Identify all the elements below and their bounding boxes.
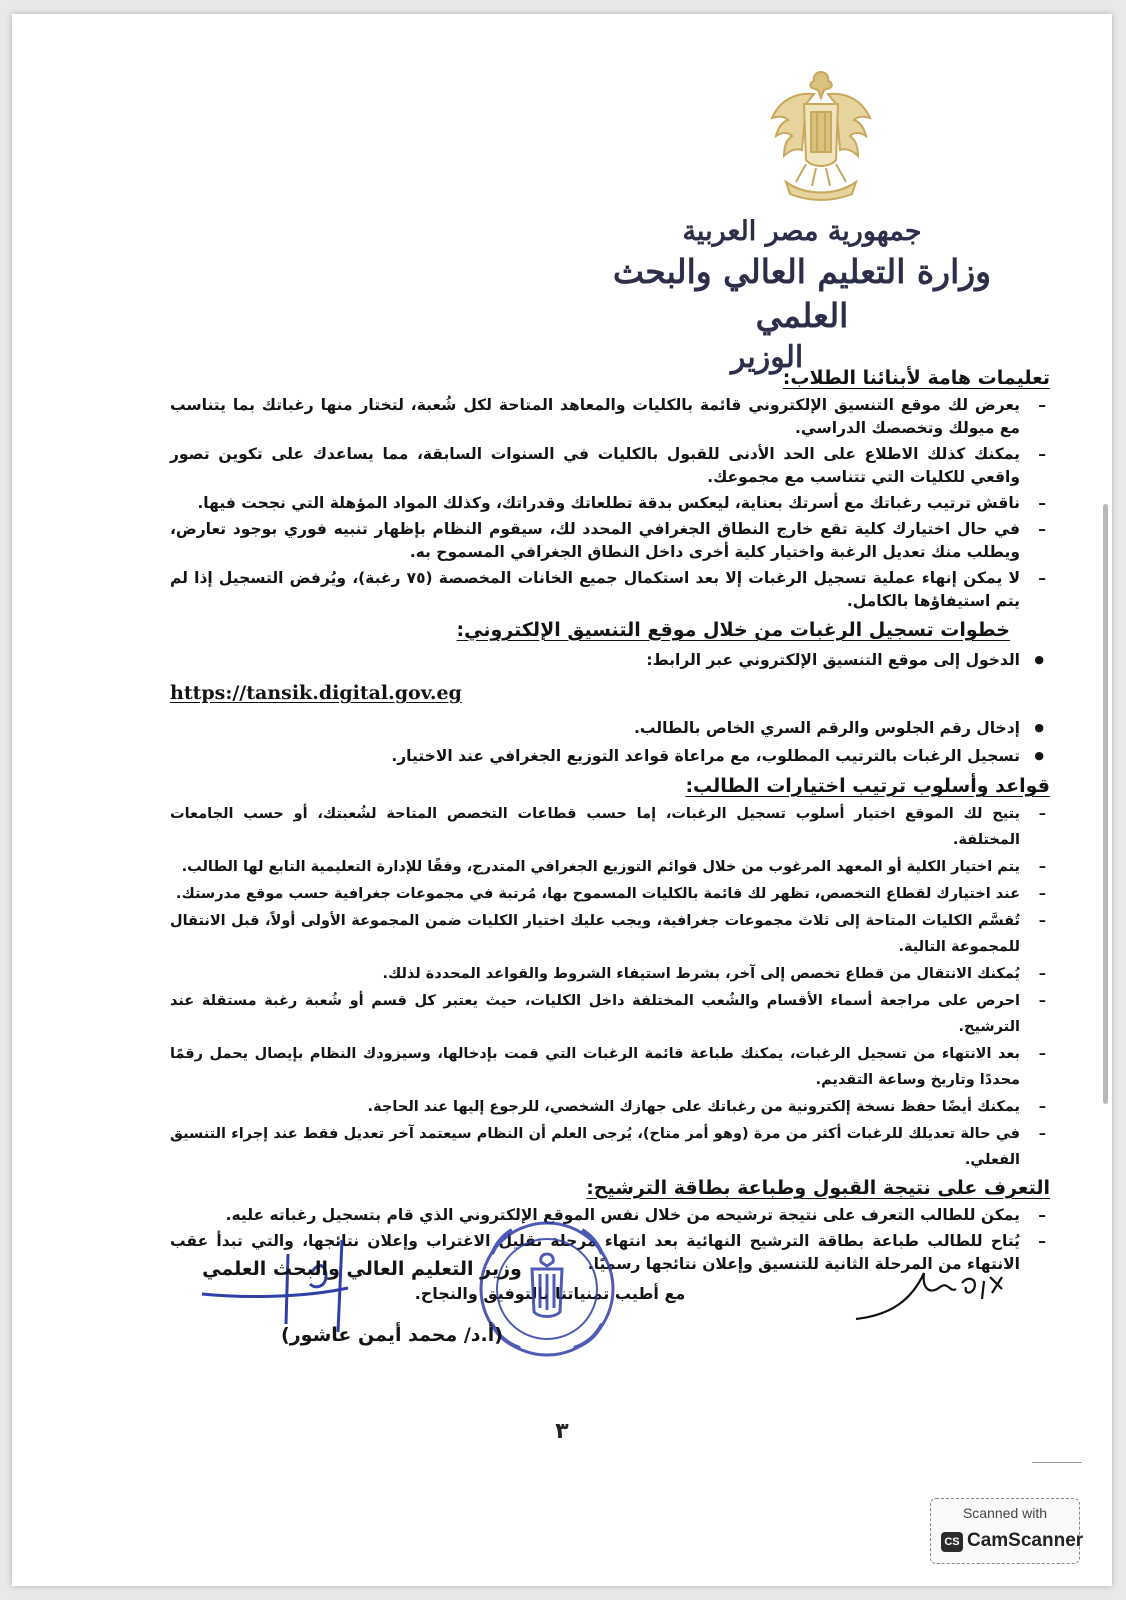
list-item: ● تسجيل الرغبات بالترتيب المطلوب، مع مراعاة قواعد التوزيع الجغرافي عند الاختيار. <box>170 744 1050 768</box>
section-heading-registration-steps: خطوات تسجيل الرغبات من خلال موقع التنسيق الإلكتروني: <box>456 619 1010 641</box>
list-item: – يُمكنك الانتقال من قطاع تخصص إلى آخر، بشرط استيفاء الشروط والقواعد المحددة لذلك. <box>170 961 1050 987</box>
scrollbar[interactable] <box>1103 504 1108 1104</box>
page-number: ٣ <box>555 1419 569 1444</box>
steps-list-continued <box>170 716 1050 768</box>
letterhead <box>612 214 992 378</box>
section-heading-instructions: تعليمات هامة لأبنائنا الطلاب: <box>782 367 1050 389</box>
letterhead-ministry: وزارة التعليم العالي والبحث العلمي <box>612 252 992 335</box>
eagle-emblem-icon <box>766 64 876 204</box>
list-item: – يتم اختيار الكلية أو المعهد المرغوب من خلال قوائم التوزيع الجغرافي المتدرج، وفقًا للإدارة التعليمية التابع لها الطالب. <box>170 854 1050 880</box>
list-item: – يتيح لك الموقع اختيار أسلوب تسجيل الرغبات، إما حسب قطاعات التخصص المتاحة لشُعبتك، أو حسب الجامعات المختلفة. <box>170 801 1050 853</box>
list-item: ● إدخال رقم الجلوس والرقم السري الخاص بالطالب. <box>170 716 1050 740</box>
camscanner-caption: Scanned with <box>962 1505 1048 1521</box>
list-item: – لا يمكن إنهاء عملية تسجيل الرغبات إلا بعد استكمال جميع الخانات المخصصة (٧٥ رغبة)، ويُرفض التسجيل إذا لم يتم استيفاؤها بالكامل. <box>170 567 1050 613</box>
list-item: – يمكن للطالب التعرف على نتيجة ترشيحه من خلال نفس الموقع الإلكتروني الذي قام بتسجيل رغباته عليه. <box>170 1204 1050 1227</box>
list-item: – احرص على مراجعة أسماء الأقسام والشُعب المختلفة داخل الكليات، حيث يعتبر كل قسم أو شُعبة رغبة مستقلة عند الترشيح. <box>170 988 1050 1040</box>
list-item: – يُتاح للطالب طباعة بطاقة الترشيح النهائية بعد انتهاء مرحلة تقليل الاغتراب وإعلان نتائجها، والتي تبدأ عقب الانتهاء من المرحلة الثانية للتنسيق وإعلان نتائجها رسميًا. <box>170 1230 1050 1276</box>
camscanner-brand: CamScanner <box>967 1530 1084 1551</box>
rules-list <box>170 801 1050 1173</box>
list-item: ● الدخول إلى موقع التنسيق الإلكتروني عبر الرابط: <box>170 648 1050 672</box>
list-item: – بعد الانتهاء من تسجيل الرغبات، يمكنك طباعة قائمة الرغبات التي قمت بإدخالها، وسيزودك النظام بإيصال يحمل رقمًا محددًا وتاريخ وساعة التقديم. <box>170 1041 1050 1093</box>
section-heading-ordering-rules: قواعد وأسلوب ترتيب اختيارات الطالب: <box>685 775 1050 797</box>
list-item: – يمكنك كذلك الاطلاع على الحد الأدنى للقبول بالكليات في السنوات السابقة، مما يساعدك على تكوين تصور واقعي للكليات التي تتناسب مع مجموعك. <box>170 443 1050 489</box>
list-item: – في حال اختيارك كلية تقع خارج النطاق الجغرافي المحدد لك، سيقوم النظام بإظهار تنبيه فوري بوجود تعارض، ويطلب منك تعديل الرغبة واختيار كلية أخرى داخل النطاق الجغرافي المسموح به. <box>170 518 1050 564</box>
instructions-list <box>170 394 1050 613</box>
handwritten-initials-icon <box>852 1259 1022 1329</box>
camscanner-watermark <box>930 1498 1084 1564</box>
divider <box>1032 1462 1082 1463</box>
list-item: – في حالة تعديلك للرغبات أكثر من مرة (وهو أمر متاح)، يُرجى العلم أن النظام سيعتمد آخر تعديل فقط عند إجراء التنسيق الفعلي. <box>170 1121 1050 1173</box>
document-body <box>170 364 1050 1303</box>
camscanner-logo-icon: CS <box>941 1532 963 1552</box>
minister-name: (أ.د/ محمد أيمن عاشور) <box>281 1324 503 1346</box>
list-item: – يمكنك أيضًا حفظ نسخة إلكترونية من رغباتك على جهازك الشخصي، للرجوع إليها عند الحاجة. <box>170 1094 1050 1120</box>
signature-block <box>172 1254 552 1350</box>
document-page <box>12 14 1112 1586</box>
list-item: – ناقش ترتيب رغباتك مع أسرتك بعناية، ليعكس بدقة تطلعاتك وقدراتك، وكذلك المواد المؤهلة التي نجحت فيها. <box>170 492 1050 515</box>
section-heading-admission-result: التعرف على نتيجة القبول وطباعة بطاقة الترشيح: <box>586 1177 1050 1199</box>
list-item: – تُقسَّم الكليات المتاحة إلى ثلاث مجموعات جغرافية، ويجب عليك اختيار الكليات ضمن المجموعة الأولى أولاً، قبل الانتقال للمجموعة التالية. <box>170 908 1050 960</box>
list-item: – يعرض لك موقع التنسيق الإلكتروني قائمة بالكليات والمعاهد المتاحة لكل شُعبة، لتختار منها رغباتك بما يتناسب مع ميولك وتخصصك الدراسي. <box>170 394 1050 440</box>
letterhead-office: الوزير <box>730 340 804 375</box>
tansik-link[interactable]: https://tansik.digital.gov.eg <box>170 682 462 704</box>
letterhead-country: جمهورية مصر العربية <box>682 216 922 247</box>
steps-list <box>170 648 1050 672</box>
list-item: – عند اختيارك لقطاع التخصص، تظهر لك قائمة بالكليات المسموح بها، مُرتبة في مجموعات جغرافية حسب موقع مدرستك. <box>170 881 1050 907</box>
minister-title: وزير التعليم العالي والبحث العلمي <box>202 1258 522 1280</box>
closing-wishes: مع أطيب تمنياتنا بالتوفيق والنجاح. <box>414 1284 686 1303</box>
